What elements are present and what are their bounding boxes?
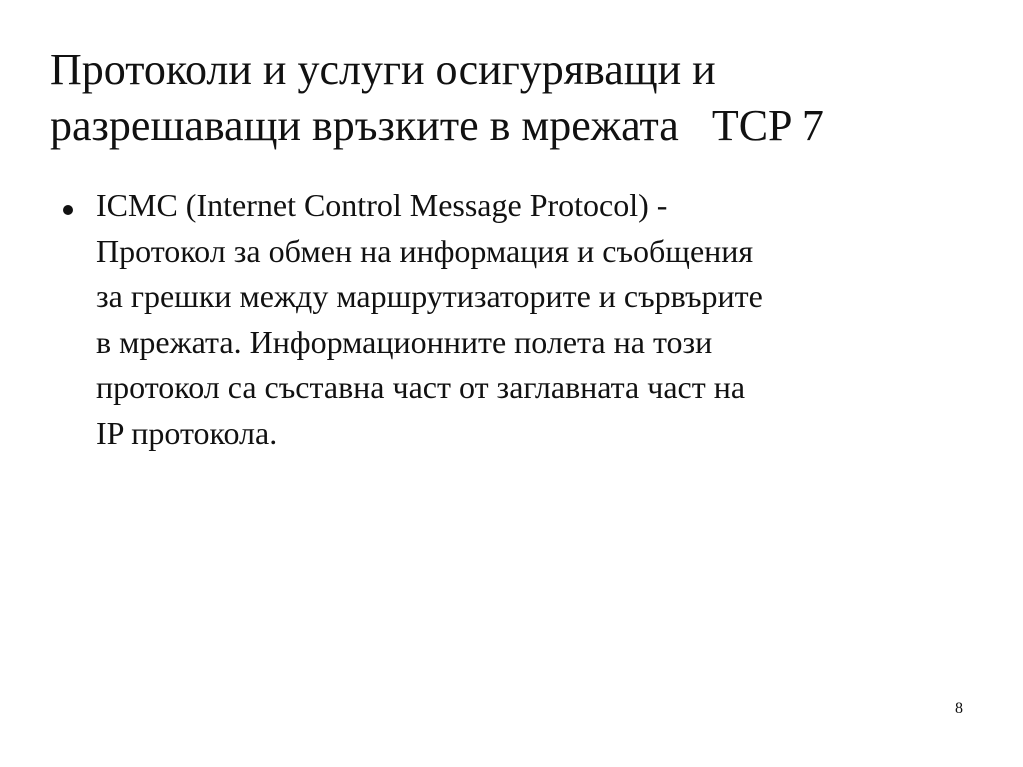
bullet-list bbox=[60, 183, 960, 456]
slide-title bbox=[50, 42, 990, 154]
bullet-text-line-3: за грешки между маршрутизаторите и сървърите bbox=[96, 278, 763, 314]
page-number: 8 bbox=[955, 700, 963, 717]
bullet-text-line-4: в мрежата. Информационните полета на този bbox=[96, 323, 713, 360]
bullet-text-line-5: протокол са съставна част от заглавната част на bbox=[96, 369, 746, 405]
bullet-dot-icon bbox=[63, 205, 73, 215]
slide-title-line-2: разрешаващи връзките в мрежата TCP 7 bbox=[50, 101, 824, 150]
bullet-text-line-6: IP протокола. bbox=[96, 414, 278, 451]
slide-title-line-1: Протоколи и услуги осигуряващи и bbox=[50, 45, 716, 94]
bullet-text-line-2: Протокол за обмен на информация и съобщения bbox=[96, 232, 754, 269]
bullet-text bbox=[96, 183, 960, 456]
bullet-item-icmc bbox=[60, 183, 960, 456]
bullet-text-line-1: ICMC (Internet Control Message Protocol) - bbox=[96, 187, 668, 223]
